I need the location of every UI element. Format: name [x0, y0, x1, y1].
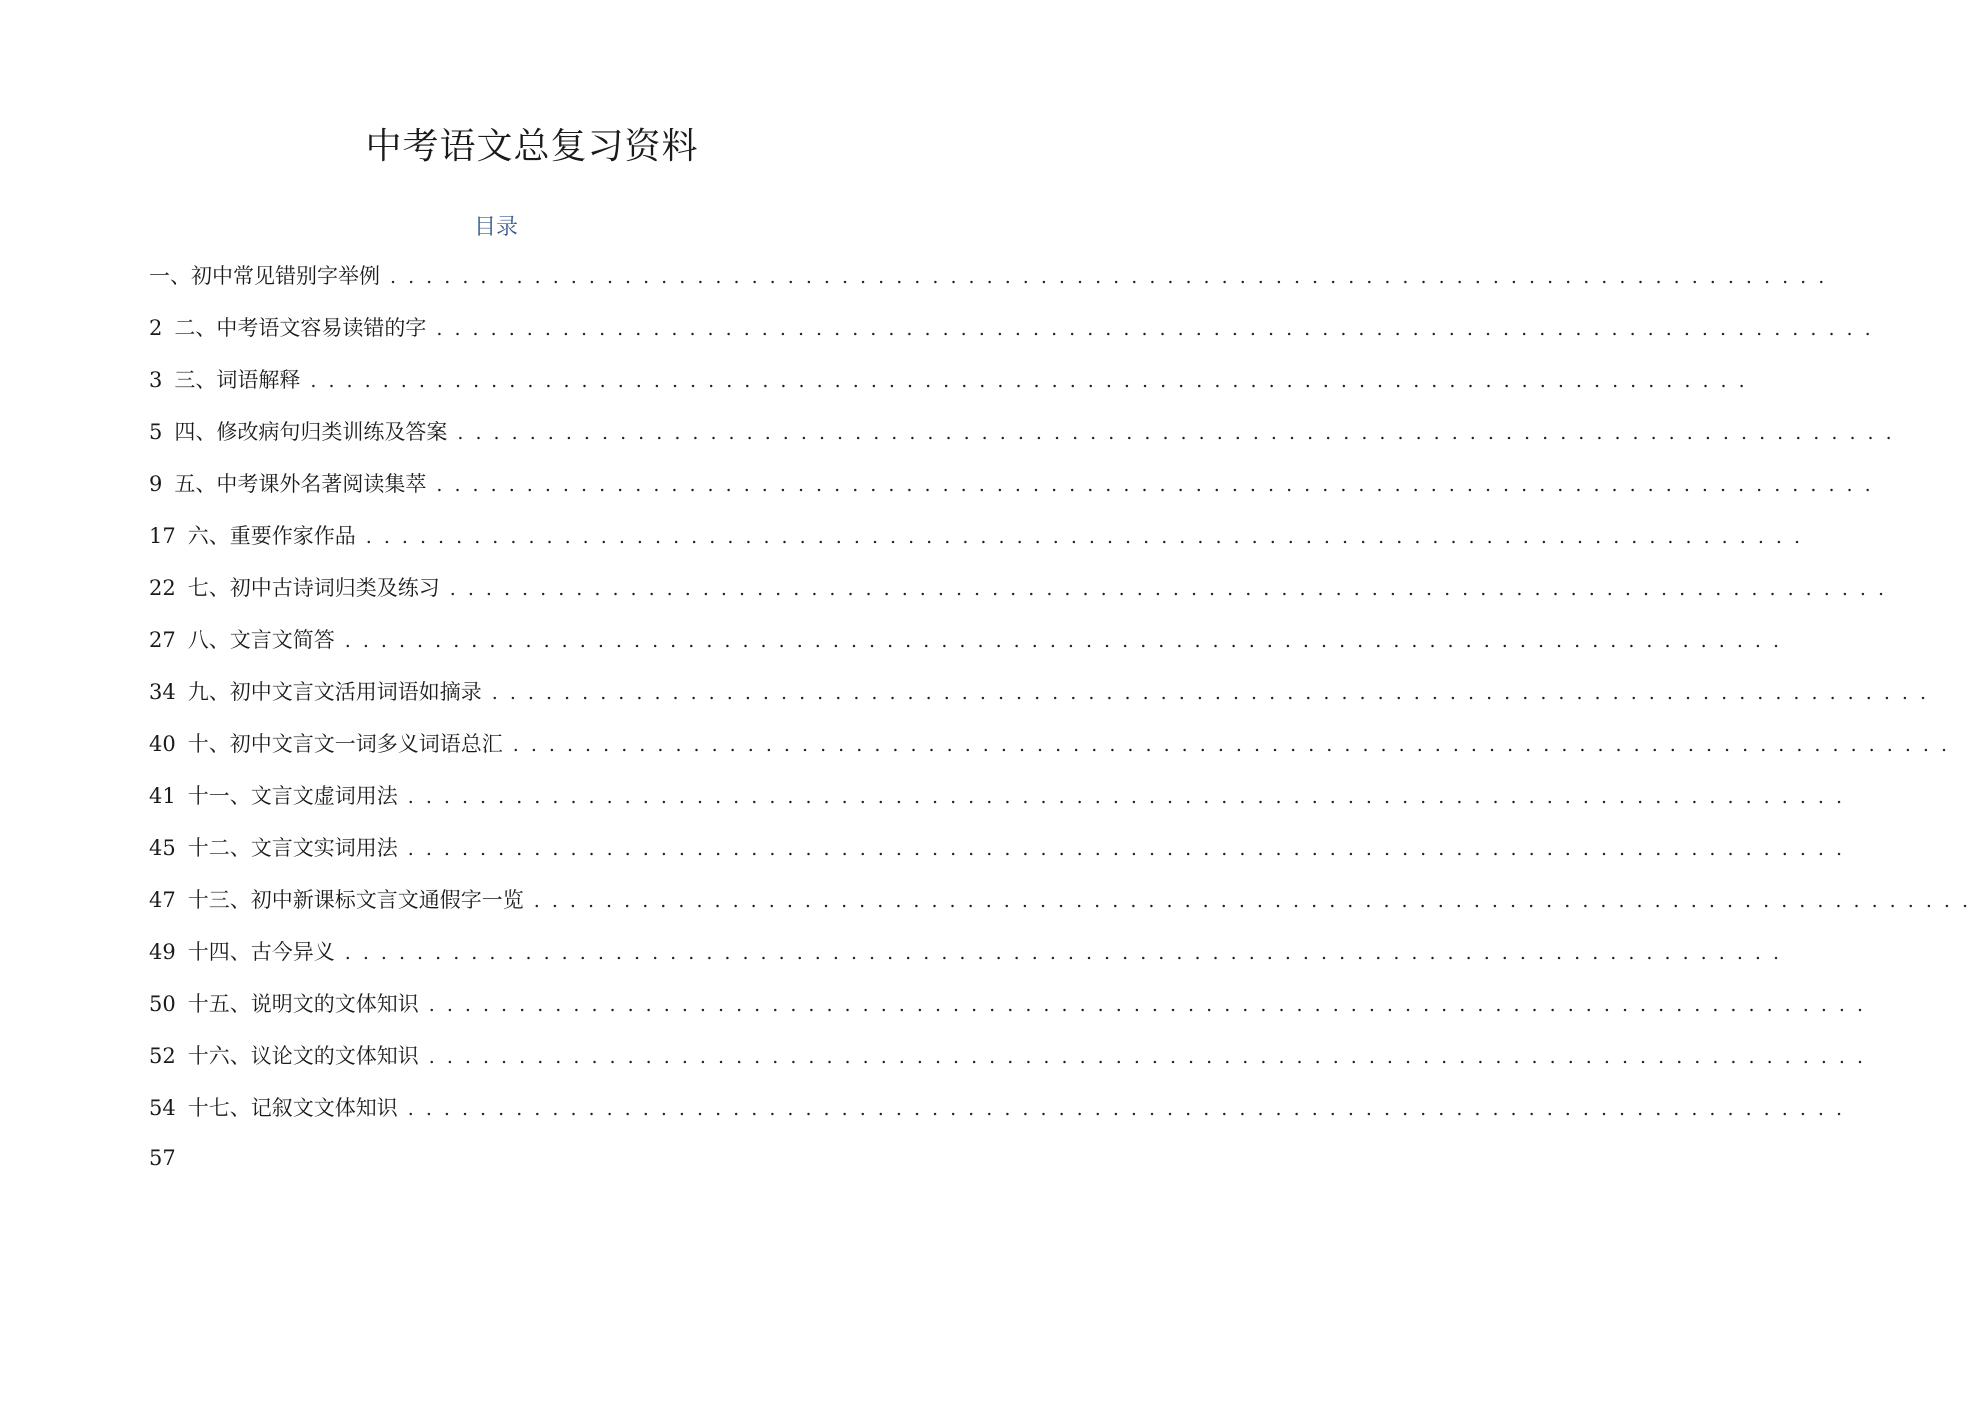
toc-dot-leader: . . . . . . . . . . . . . . . . . . . . . . . . . . . . . . . . . . . . . . . . . . . . . . . . . . . . . . . . . . . . . . . . . . . . . . . . . . . . . . . .	[310, 370, 1748, 392]
toc-entry-title: 十四、古今异义	[187, 940, 335, 964]
toc-entry-title: 二、中考语文容易读错的字	[174, 316, 427, 340]
toc-page-number: 9	[149, 472, 163, 496]
toc-dot-leader: . . . . . . . . . . . . . . . . . . . . . . . . . . . . . . . . . . . . . . . . . . . . . . . . . . . . . . . . . . . . . . . . . . . . . . . . . . . . . . . .	[436, 318, 1874, 340]
toc-page-number: 49	[149, 940, 176, 964]
toc-entry-title: 九、初中文言文活用词语如摘录	[187, 680, 482, 704]
toc-entry-4[interactable]	[149, 414, 1895, 466]
toc-entry-5[interactable]	[149, 466, 1874, 518]
toc-trailing-page-number: 57	[149, 1146, 176, 1170]
toc-page-number: 52	[149, 1044, 176, 1068]
toc-page-number: 5	[149, 420, 163, 444]
toc-page-number: 54	[149, 1096, 176, 1120]
toc-dot-leader: . . . . . . . . . . . . . . . . . . . . . . . . . . . . . . . . . . . . . . . . . . . . . . . . . . . . . . . . . . . . . . . . . . . . . . . . . . . . . . . .	[428, 994, 1867, 1016]
toc-dot-leader: . . . . . . . . . . . . . . . . . . . . . . . . . . . . . . . . . . . . . . . . . . . . . . . . . . . . . . . . . . . . . . . . . . . . . . . . . . . . . . . .	[390, 266, 1828, 288]
toc-entry-9[interactable]	[149, 674, 1930, 726]
toc-entry-title: 八、文言文简答	[187, 628, 335, 652]
toc-entry-7[interactable]	[149, 570, 1888, 622]
toc-entry-title: 一、初中常见错别字举例	[149, 264, 380, 288]
toc-page-number: 22	[149, 576, 176, 600]
toc-page-number: 34	[149, 680, 176, 704]
document-title: 中考语文总复习资料	[365, 126, 699, 167]
toc-entry-14[interactable]	[149, 934, 1783, 986]
toc-dot-leader: . . . . . . . . . . . . . . . . . . . . . . . . . . . . . . . . . . . . . . . . . . . . . . . . . . . . . . . . . . . . . . . . . . . . . . . . . . . . . . . .	[491, 682, 1930, 704]
toc-entry-title: 五、中考课外名著阅读集萃	[174, 472, 427, 496]
toc-entry-title: 十一、文言文虚词用法	[187, 784, 398, 808]
toc-entry-title: 十七、记叙文文体知识	[187, 1096, 398, 1120]
toc-dot-leader: . . . . . . . . . . . . . . . . . . . . . . . . . . . . . . . . . . . . . . . . . . . . . . . . . . . . . . . . . . . . . . . . . . . . . . . . . . . . . . . .	[428, 1046, 1867, 1068]
toc-dot-leader: . . . . . . . . . . . . . . . . . . . . . . . . . . . . . . . . . . . . . . . . . . . . . . . . . . . . . . . . . . . . . . . . . . . . . . . . . . . . . . . .	[533, 890, 1971, 912]
toc-entry-title: 四、修改病句归类训练及答案	[174, 420, 448, 444]
table-of-contents	[149, 258, 1971, 1142]
toc-entry-title: 七、初中古诗词归类及练习	[187, 576, 440, 600]
toc-entry-1[interactable]	[149, 258, 1828, 310]
toc-entry-title: 六、重要作家作品	[187, 524, 356, 548]
toc-entry-title: 十五、说明文的文体知识	[187, 992, 419, 1016]
toc-dot-leader: . . . . . . . . . . . . . . . . . . . . . . . . . . . . . . . . . . . . . . . . . . . . . . . . . . . . . . . . . . . . . . . . . . . . . . . . . . . . . . . .	[407, 786, 1846, 808]
toc-dot-leader: . . . . . . . . . . . . . . . . . . . . . . . . . . . . . . . . . . . . . . . . . . . . . . . . . . . . . . . . . . . . . . . . . . . . . . . . . . . . . . . .	[457, 422, 1895, 444]
toc-heading: 目录	[473, 215, 518, 240]
toc-entry-15[interactable]	[149, 986, 1867, 1038]
toc-entry-12[interactable]	[149, 830, 1846, 882]
toc-dot-leader: . . . . . . . . . . . . . . . . . . . . . . . . . . . . . . . . . . . . . . . . . . . . . . . . . . . . . . . . . . . . . . . . . . . . . . . . . . . . . . . .	[407, 1098, 1846, 1120]
toc-dot-leader: . . . . . . . . . . . . . . . . . . . . . . . . . . . . . . . . . . . . . . . . . . . . . . . . . . . . . . . . . . . . . . . . . . . . . . . . . . . . . . . .	[436, 474, 1874, 496]
toc-entry-17[interactable]	[149, 1090, 1846, 1142]
toc-entry-2[interactable]	[149, 310, 1874, 362]
toc-entry-6[interactable]	[149, 518, 1804, 570]
toc-entry-title: 十二、文言文实词用法	[187, 836, 398, 860]
toc-page-number: 17	[149, 524, 176, 548]
toc-page-number: 47	[149, 888, 176, 912]
toc-dot-leader: . . . . . . . . . . . . . . . . . . . . . . . . . . . . . . . . . . . . . . . . . . . . . . . . . . . . . . . . . . . . . . . . . . . . . . . . . . . . . . . .	[365, 526, 1804, 548]
toc-dot-leader: . . . . . . . . . . . . . . . . . . . . . . . . . . . . . . . . . . . . . . . . . . . . . . . . . . . . . . . . . . . . . . . . . . . . . . . . . . . . . . . .	[449, 578, 1888, 600]
toc-entry-13[interactable]	[149, 882, 1971, 934]
toc-page-number: 50	[149, 992, 176, 1016]
toc-page-number: 45	[149, 836, 176, 860]
toc-entry-3[interactable]	[149, 362, 1748, 414]
toc-entry-10[interactable]	[149, 726, 1951, 778]
toc-dot-leader: . . . . . . . . . . . . . . . . . . . . . . . . . . . . . . . . . . . . . . . . . . . . . . . . . . . . . . . . . . . . . . . . . . . . . . . . . . . . . . . .	[407, 838, 1846, 860]
toc-entry-title: 十六、议论文的文体知识	[187, 1044, 419, 1068]
toc-entry-title: 十、初中文言文一词多义词语总汇	[187, 732, 503, 756]
toc-page-number: 41	[149, 784, 176, 808]
toc-entry-title: 十三、初中新课标文言文通假字一览	[187, 888, 524, 912]
toc-entry-11[interactable]	[149, 778, 1846, 830]
toc-page-number: 2	[149, 316, 163, 340]
toc-dot-leader: . . . . . . . . . . . . . . . . . . . . . . . . . . . . . . . . . . . . . . . . . . . . . . . . . . . . . . . . . . . . . . . . . . . . . . . . . . . . . . . .	[344, 942, 1783, 964]
toc-entry-title: 三、词语解释	[174, 368, 301, 392]
toc-page-number: 40	[149, 732, 176, 756]
toc-page-number: 27	[149, 628, 176, 652]
toc-entry-8[interactable]	[149, 622, 1783, 674]
toc-page-number: 3	[149, 368, 163, 392]
toc-dot-leader: . . . . . . . . . . . . . . . . . . . . . . . . . . . . . . . . . . . . . . . . . . . . . . . . . . . . . . . . . . . . . . . . . . . . . . . . . . . . . . . .	[344, 630, 1783, 652]
toc-dot-leader: . . . . . . . . . . . . . . . . . . . . . . . . . . . . . . . . . . . . . . . . . . . . . . . . . . . . . . . . . . . . . . . . . . . . . . . . . . . . . . . .	[512, 734, 1951, 756]
toc-entry-16[interactable]	[149, 1038, 1867, 1090]
